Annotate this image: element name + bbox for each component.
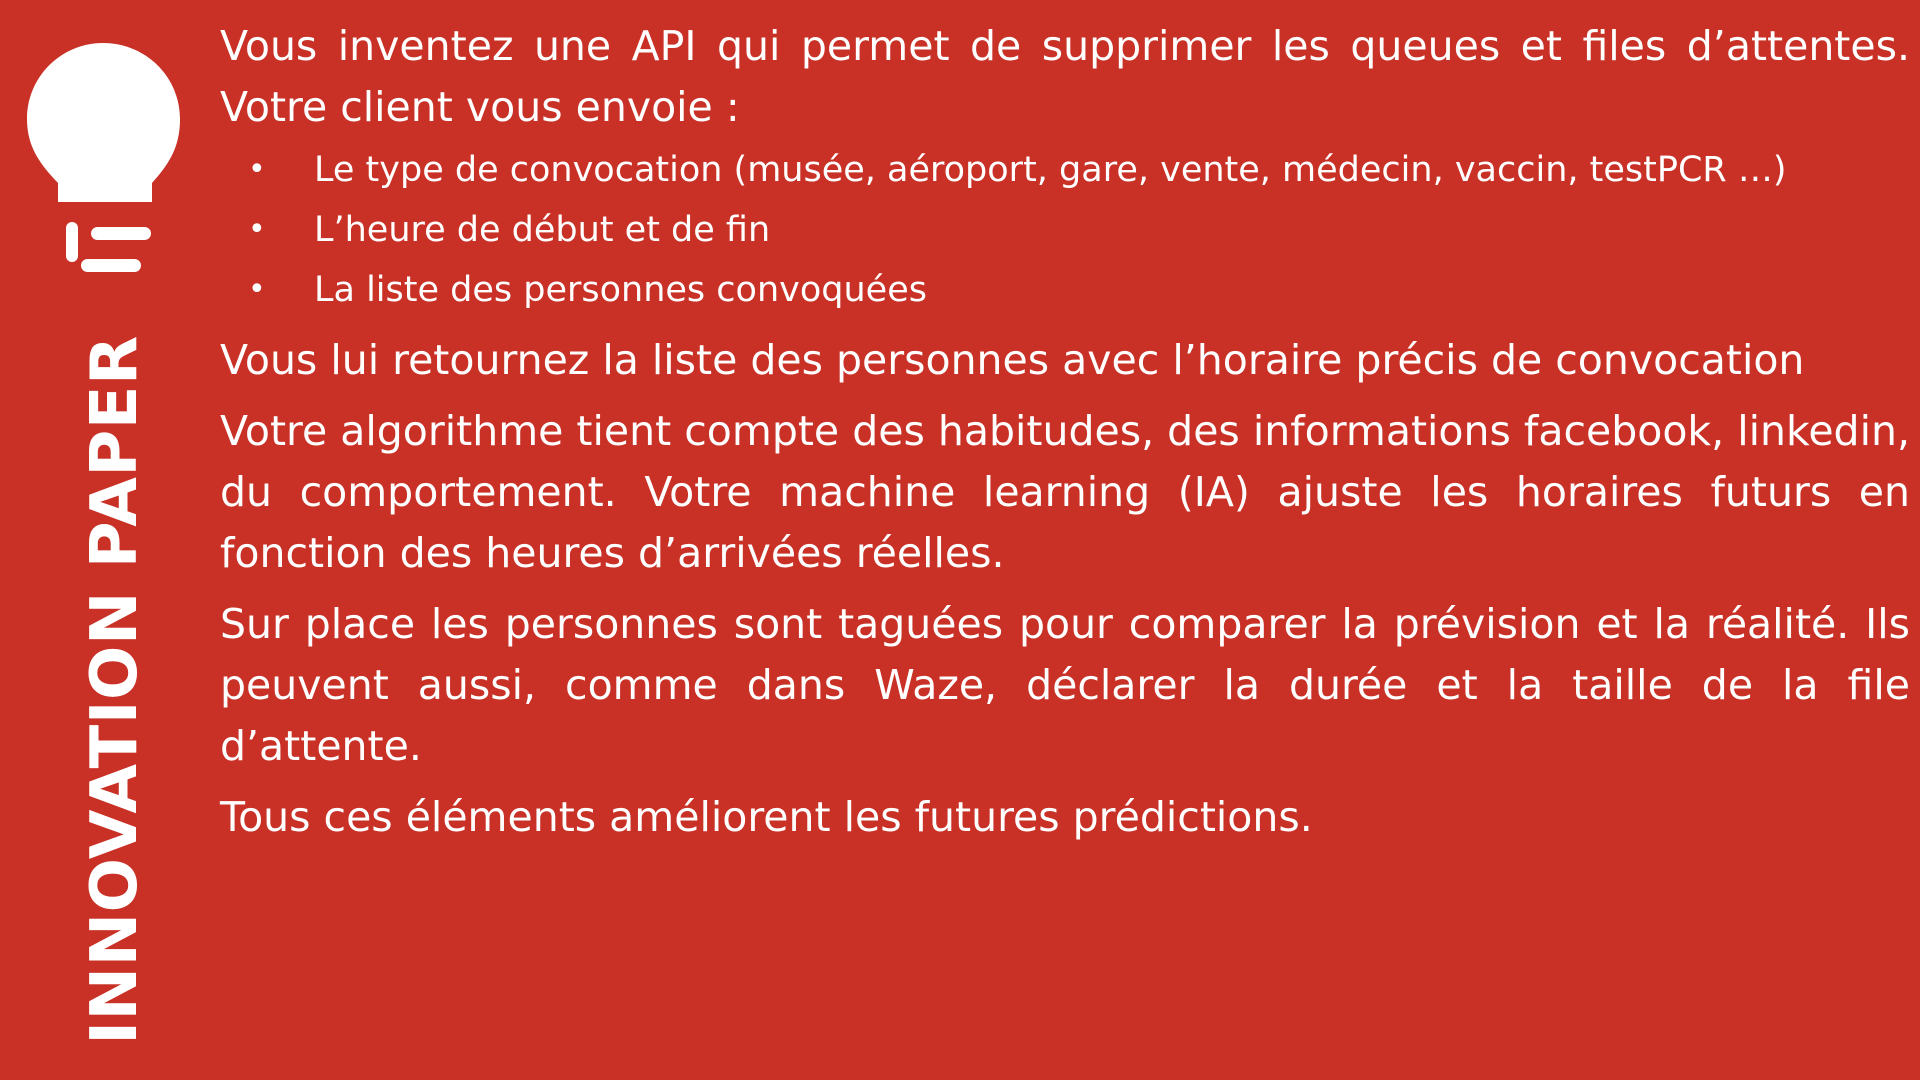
bullet-text: La liste des personnes convoquées xyxy=(314,270,927,310)
paragraph-algorithm: Votre algorithme tient compte des habitudes, des informations facebook, linkedin, du comportement. Votre machine learning (IA) ajuste les horaires futurs en fonction des heures d’arrivées réelles. xyxy=(220,407,1910,577)
bullet-text: L’heure de début et de fin xyxy=(314,210,771,250)
intro-line-1: Vous inventez une API qui permet de supprimer les queues et files d’attentes. xyxy=(220,22,1910,70)
list-item xyxy=(220,200,1910,260)
list-item xyxy=(220,140,1910,200)
bulb-bar-top xyxy=(91,227,151,240)
bulb-bar-bottom xyxy=(81,259,141,272)
bullet-text: Le type de convocation (musée, aéroport, gare, vente, médecin, vaccin, testPCR …) xyxy=(314,150,1787,190)
paragraph-conclusion: Tous ces éléments améliorent les futures prédictions. xyxy=(220,793,1313,841)
bullet-list xyxy=(220,140,1910,320)
paragraph-on-site: Sur place les personnes sont taguées pour comparer la prévision et la réalité. Ils peuvent aussi, comme dans Waze, déclarer la durée et la taille de la file d’attente. xyxy=(220,600,1910,770)
intro-line-2: Votre client vous envoie : xyxy=(220,83,740,131)
bulb-glass xyxy=(27,43,180,202)
side-title: INNOVATION PAPER xyxy=(78,335,152,1045)
content-block xyxy=(220,16,1910,848)
lightbulb-icon xyxy=(22,40,184,285)
bullet-icon: • xyxy=(248,212,266,247)
bulb-bar-left xyxy=(66,222,78,262)
intro-paragraph xyxy=(220,16,1910,138)
paragraph-return-list: Vous lui retournez la liste des personnes avec l’horaire précis de convocation xyxy=(220,336,1805,384)
list-item xyxy=(220,260,1910,320)
bullet-icon: • xyxy=(248,152,266,187)
bullet-icon: • xyxy=(248,272,266,307)
